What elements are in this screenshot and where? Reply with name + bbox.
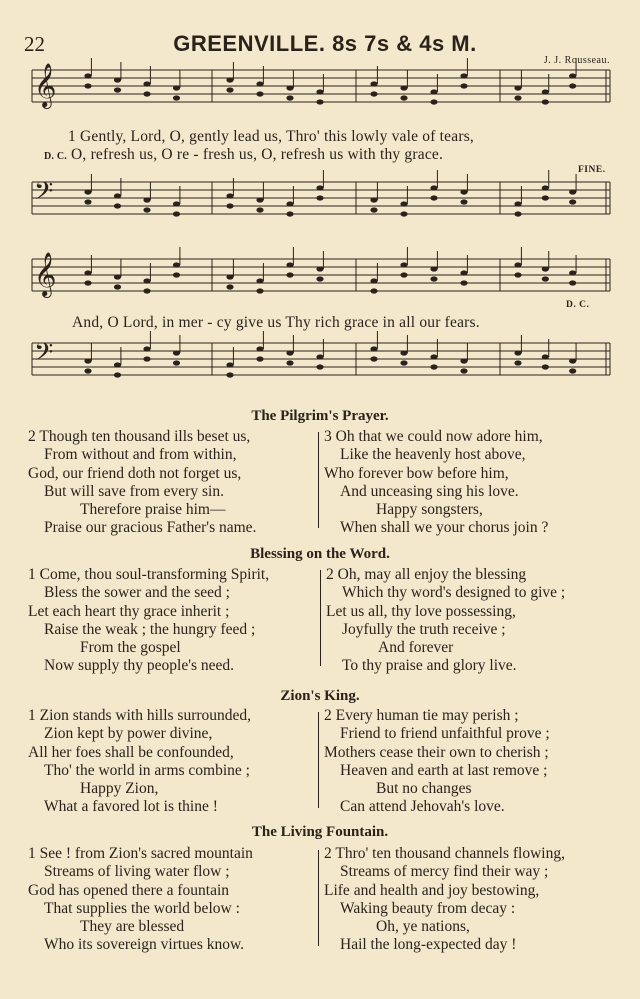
note-head [256,288,263,293]
verse-line: Happy songsters, [376,501,483,519]
note-head [226,193,233,198]
verse-line: And unceasing sing his love. [340,482,519,500]
note-head [430,89,437,94]
lyric-line-2 [72,314,480,332]
column-divider [320,570,321,666]
verse-line: Streams of mercy find their way ; [340,863,549,881]
note-head [143,278,150,283]
note-head [430,185,437,190]
verse-line: Streams of living water flow ; [44,863,230,881]
verse-line: Oh, ye nations, [376,918,470,936]
note-head [173,201,180,206]
note-head [514,272,521,277]
verse-line: All her foes shall be confounded, [28,743,234,761]
verse-line: Happy Zion, [80,780,159,798]
note-head [173,360,180,365]
hymn-title: Zion's King. [280,688,360,704]
note-head [114,362,121,367]
note-head [114,193,121,198]
note-head [370,197,377,202]
note-head [400,272,407,277]
note-head [460,368,467,373]
verse-line: Therefore praise him— [80,501,226,519]
verse-line: Life and health and joy bestowing, [324,881,540,899]
note-head [569,199,576,204]
fine-mark: FINE. [578,165,606,175]
note-head [143,207,150,212]
note-head [460,270,467,275]
note-head [514,201,521,206]
column-divider [318,432,319,528]
note-head [226,362,233,367]
verse-line: 2 Thro' ten thousand channels flowing, [324,845,565,862]
note-head [460,73,467,78]
column-divider [318,850,319,946]
hymn-1-left-verse [28,428,256,538]
note-head [569,280,576,285]
verse-line: But will save from every sin. [44,482,224,500]
note-head [173,85,180,90]
note-head [542,195,549,200]
note-head [173,272,180,277]
note-head [256,346,263,351]
note-head [114,372,121,377]
note-head [256,207,263,212]
lyric-verse-number: 1 [68,128,76,145]
lyric-line-dc [44,146,443,164]
note-head [286,85,293,90]
note-head [316,89,323,94]
verse-line: From without and from within, [44,446,237,464]
note-head [370,278,377,283]
note-head [514,360,521,365]
verse-line: From the gospel [80,639,181,657]
tune-title: GREENVILLE. [173,31,326,56]
note-head [226,77,233,82]
lyric-text: And, O Lord, in mer - cy give us Thy rich grace in all our fears. [72,314,480,331]
note-head [514,262,521,267]
verse-line: Who its sovereign virtues know. [44,936,245,954]
verse-line: Friend to friend unfaithful prove ; [340,725,550,743]
verse-line: Tho' the world in arms combine ; [44,761,250,779]
note-head [286,360,293,365]
verse-line: 1 See ! from Zion's sacred mountain [28,845,253,862]
note-head [84,83,91,88]
note-head [514,350,521,355]
verse-line: Praise our gracious Father's name. [44,519,257,537]
note-head [286,95,293,100]
note-head [430,99,437,104]
note-head [143,91,150,96]
note-head [460,189,467,194]
verse-line: Joyfully the truth receive ; [342,620,506,638]
note-head [286,262,293,267]
verse-line: 1 Come, thou soul-transforming Spirit, [28,566,270,583]
lyric-text: O, refresh us, O re - fresh us, O, refresh us with thy grace. [71,146,444,163]
note-head [84,199,91,204]
hymn-title: The Pilgrim's Prayer. [251,408,389,424]
note-head [143,346,150,351]
note-head [256,356,263,361]
note-head [460,280,467,285]
note-head [226,284,233,289]
note-head [370,81,377,86]
hymn-title: Blessing on the Word. [250,546,390,562]
note-head [542,89,549,94]
note-head [460,83,467,88]
note-head [569,73,576,78]
note-head [114,77,121,82]
note-head [84,270,91,275]
composer-credit: J. J. Rousseau. [543,55,610,66]
verse-line: But no changes [376,780,472,798]
verse-line: And forever [378,639,454,657]
verse-line: 3 Oh that we could now adore him, [324,428,543,445]
verse-line: 1 Zion stands with hills surrounded, [28,707,252,724]
verse-line: Raise the weak ; the hungry feed ; [44,620,256,638]
note-head [370,91,377,96]
note-head [114,87,121,92]
note-head [316,99,323,104]
note-head [316,195,323,200]
page-number: 22 [24,32,45,56]
verse-line: 2 Every human tie may perish ; [324,707,519,724]
hymn-4-right-verse [324,845,565,955]
note-head [84,368,91,373]
note-head [542,364,549,369]
hymn-3-left-verse [28,707,251,817]
note-head [569,368,576,373]
note-head [286,272,293,277]
note-head [226,274,233,279]
verse-line: What a favored lot is thine ! [44,798,218,816]
note-head [430,266,437,271]
note-head [143,288,150,293]
note-head [114,203,121,208]
note-head [400,95,407,100]
note-head [84,280,91,285]
note-head [542,276,549,281]
note-head [286,211,293,216]
note-head [569,83,576,88]
note-head [569,270,576,275]
note-head [400,85,407,90]
hymn-3-right-verse [324,707,550,817]
verse-line: God, our friend doth not forget us, [28,464,242,482]
note-head [542,354,549,359]
note-head [226,87,233,92]
tune-meter: 8s 7s & 4s M. [332,31,477,56]
note-head [256,81,263,86]
note-head [542,99,549,104]
note-head [460,358,467,363]
note-head [460,199,467,204]
verse-line: Which thy word's designed to give ; [342,584,566,602]
note-head [286,201,293,206]
note-head [114,274,121,279]
note-head [370,346,377,351]
note-head [542,266,549,271]
bass-clef-icon: 𝄢 [34,338,54,373]
verse-line: Heaven and earth at last remove ; [340,761,548,779]
note-head [514,85,521,90]
note-head [430,195,437,200]
note-head [316,354,323,359]
hymn-title: The Living Fountain. [251,824,389,840]
verse-line: 2 Oh, may all enjoy the blessing [326,566,527,583]
note-head [143,197,150,202]
verse-line: Who forever bow before him, [324,464,509,482]
note-head [143,81,150,86]
note-head [316,266,323,271]
music-notation [0,0,640,400]
lyric-line-1 [68,128,474,146]
verse-line: Waking beauty from decay : [340,899,516,917]
verse-line: Like the heavenly host above, [340,446,526,464]
note-head [256,197,263,202]
note-head [143,356,150,361]
note-head [316,364,323,369]
note-head [400,350,407,355]
verse-line: To thy praise and glory live. [342,657,517,675]
treble-clef-icon: 𝄞 [34,63,57,107]
verse-line: Let us all, thy love possessing, [326,602,516,620]
note-head [569,358,576,363]
lyric-text: Gently, Lord, O, gently lead us, Thro' this lowly vale of tears, [80,128,475,145]
note-head [542,185,549,190]
lyric-dc-label: D. C. [44,151,67,162]
note-head [173,350,180,355]
hymn-2-left-verse [28,566,269,676]
bass-clef-icon: 𝄢 [34,177,54,212]
treble-clef-icon: 𝄞 [34,252,57,296]
note-head [370,288,377,293]
verse-line: Hail the long-expected day ! [340,936,517,954]
note-head [173,262,180,267]
note-head [256,91,263,96]
verse-line: Can attend Jehovah's love. [340,798,505,816]
note-head [114,284,121,289]
verse-line: 2 Though ten thousand ills beset us, [28,428,251,445]
note-head [514,95,521,100]
hymn-2-right-verse [326,566,565,676]
note-head [400,262,407,267]
note-head [569,189,576,194]
verse-line: Let each heart thy grace inherit ; [28,602,230,620]
note-head [430,364,437,369]
note-head [226,203,233,208]
verse-line: God has opened there a fountain [28,881,230,899]
verse-line: Zion kept by power divine, [44,725,213,743]
note-head [430,276,437,281]
note-head [316,276,323,281]
note-head [173,95,180,100]
column-divider [318,712,319,808]
note-head [173,211,180,216]
verse-line: When shall we your chorus join ? [340,519,549,537]
note-head [226,372,233,377]
hymn-1-right-verse [324,428,548,538]
note-head [514,211,521,216]
note-head [316,185,323,190]
verse-line: Mothers cease their own to cherish ; [324,743,549,761]
note-head [400,360,407,365]
note-head [370,207,377,212]
note-head [84,73,91,78]
note-head [286,350,293,355]
verse-line: Bless the sower and the seed ; [44,584,230,602]
note-head [256,278,263,283]
note-head [84,358,91,363]
note-head [84,189,91,194]
hymn-4-left-verse [28,845,253,955]
dc-mark: D. C. [566,300,590,310]
verse-line: They are blessed [80,918,185,936]
note-head [370,356,377,361]
verse-line: Now supply thy people's need. [44,657,235,675]
note-head [400,201,407,206]
verse-line: That supplies the world below : [44,899,240,917]
note-head [430,354,437,359]
note-head [400,211,407,216]
